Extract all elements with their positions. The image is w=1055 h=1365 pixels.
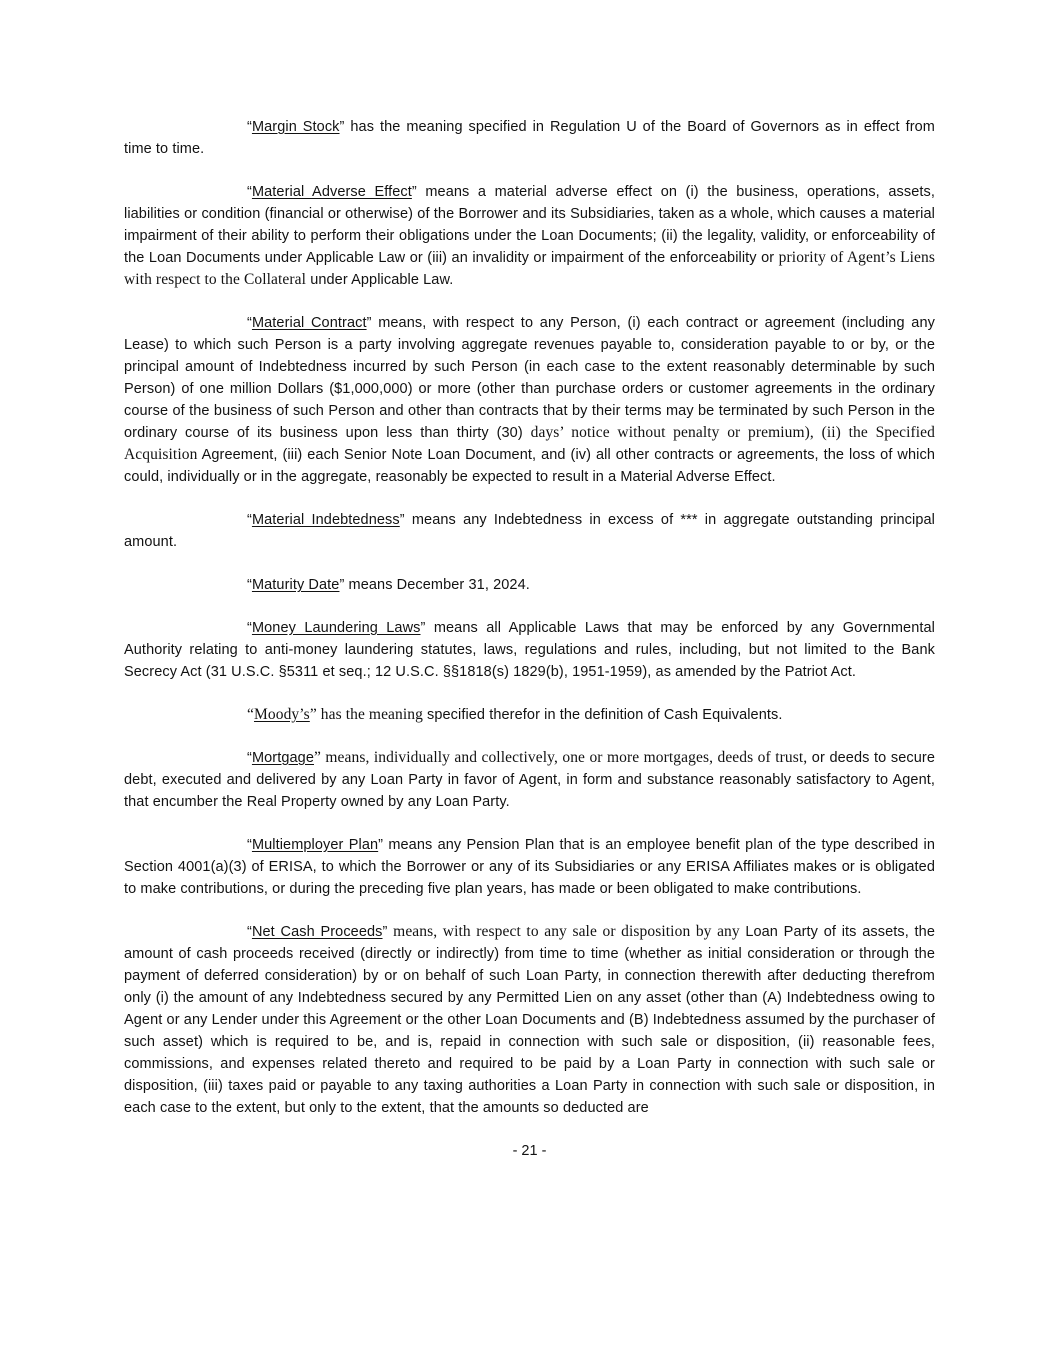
defined-term: Material Adverse Effect xyxy=(251,184,412,200)
text-run: ” means all Applicable Laws that may be enforced by any Governmental Authority relating to anti-money laundering statutes, laws, regulations and rules, including, but not limited to the Bank Secrecy Act (31 U.S.C. §5311 et seq.; 12 U.S.C. §§1818(s) 1829(b), 1951-1959), as amended by the Patriot Act. xyxy=(124,620,935,680)
document-body xyxy=(124,116,935,1119)
text-run: ” means any Pension Plan that is an employee benefit plan of the type described in Section 4001(a)(3) of ERISA, to which the Borrower or any of its Subsidiaries or any ERISA Affiliates makes or is obligated to make contributions, or during the preceding five plan years, has made or been obligated to make contributions. xyxy=(124,837,935,897)
text-run: “ xyxy=(247,577,252,593)
text-run: “ xyxy=(247,706,254,723)
text-run: ” has the meaning xyxy=(309,706,427,723)
text-run: “ xyxy=(247,837,252,853)
definition-paragraph xyxy=(124,617,935,683)
text-run: priority of Agent’s Liens with respect to the Collateral xyxy=(124,249,935,288)
definition-paragraph xyxy=(124,116,935,160)
text-run: ” means a material adverse effect on (i) the business, operations, assets, liabilities or condition (financial or otherwise) of the Borrower and its Subsidiaries, taken as a whole, which causes a material impairment of their ability to perform their obligations under the Loan Documents; (ii) the legality, validity, or enforceability of the Loan Documents under Applicable Law or (iii) an invalidity or impairment of the enforceability or xyxy=(124,184,935,266)
text-run: ” means, individually and collectively, one or more mortgages, deeds of trust, xyxy=(314,749,808,766)
text-run: specified therefor in the definition of Cash Equivalents. xyxy=(426,707,783,723)
text-run: “ xyxy=(247,119,252,135)
text-run: “ xyxy=(247,924,252,940)
defined-term: Maturity Date xyxy=(251,577,340,593)
text-run: under Applicable Law. xyxy=(306,272,454,288)
definition-paragraph xyxy=(124,834,935,900)
defined-term: Margin Stock xyxy=(251,119,340,135)
defined-term: Multiemployer Plan xyxy=(251,837,379,853)
definition-paragraph xyxy=(124,704,935,726)
text-run: ” means, with respect to any Person, (i) each contract or agreement (including any Lease) to which such Person is a party involving aggregate revenues payable to, consideration payable to or by, or the principal amount of Indebtedness incurred by such Person (in each case to the extent reasonably determinable by such Person) of one million Dollars ($1,000,000) or more (other than purchase orders or customer agreements in the ordinary course of the business of such Person and other than contracts that by their terms may be terminated by such Person in the ordinary course of its business upon less than thirty (30) xyxy=(124,315,935,441)
definition-paragraph xyxy=(124,509,935,553)
definition-paragraph xyxy=(124,181,935,291)
defined-term: Mortgage xyxy=(251,750,314,766)
text-run: “ xyxy=(247,750,252,766)
defined-term: Material Contract xyxy=(251,315,367,331)
text-run: or deeds to secure debt, executed and delivered by any Loan Party in favor of Agent, in form and substance reasonably satisfactory to Agent, that encumber the Real Property owned by any Loan Party. xyxy=(124,750,935,810)
defined-term: Moody’s xyxy=(253,706,310,723)
text-run: days’ notice without penalty or premium), (ii) the Specified Acquisition xyxy=(124,424,936,463)
defined-term: Money Laundering Laws xyxy=(251,620,421,636)
text-run: “ xyxy=(247,315,252,331)
definition-paragraph xyxy=(124,921,935,1119)
page-number: - 21 - xyxy=(512,1143,547,1159)
text-run: “ xyxy=(247,184,252,200)
text-run: ” means any Indebtedness in excess of *** in aggregate outstanding principal amount. xyxy=(124,512,935,550)
defined-term: Material Indebtedness xyxy=(251,512,400,528)
text-run: “ xyxy=(247,512,252,528)
defined-term: Net Cash Proceeds xyxy=(251,924,383,940)
text-run: ” means December 31, 2024. xyxy=(339,577,530,593)
text-run: ” has the meaning specified in Regulation U of the Board of Governors as in effect from time to time. xyxy=(124,119,935,157)
text-run: “ xyxy=(247,620,252,636)
definition-paragraph xyxy=(124,747,935,813)
text-run: ” xyxy=(382,924,394,940)
text-run: means, with respect to any sale or disposition by any xyxy=(393,923,746,940)
definition-paragraph xyxy=(124,312,935,488)
text-run: Loan Party of its assets, the amount of cash proceeds received (directly or indirectly) from time to time (whether as initial consideration or through the payment of deferred consideration) by or on behalf of such Loan Party, in connection therewith after deducting therefrom only (i) the amount of any Indebtedness secured by any Permitted Lien on any asset (other than (A) Indebtedness owing to Agent or any Lender under this Agreement or the other Loan Documents and (B) Indebtedness assumed by the purchaser of such asset) which is required to be, and is, repaid in connection with such sale or disposition, (ii) reasonable fees, commissions, and expenses related thereto and required to be paid by a Loan Party in connection with such sale or disposition, (iii) taxes paid or payable to any taxing authorities a Loan Party in connection with such sale or disposition, in each case to the extent, but only to the extent, that the amounts so deducted are xyxy=(124,924,936,1116)
text-run: Agreement, (iii) each Senior Note Loan Document, and (iv) all other contracts or agreements, the loss of which could, individually or in the aggregate, reasonably be expected to result in a Material Adverse Effect. xyxy=(124,447,935,485)
definition-paragraph xyxy=(124,574,935,596)
